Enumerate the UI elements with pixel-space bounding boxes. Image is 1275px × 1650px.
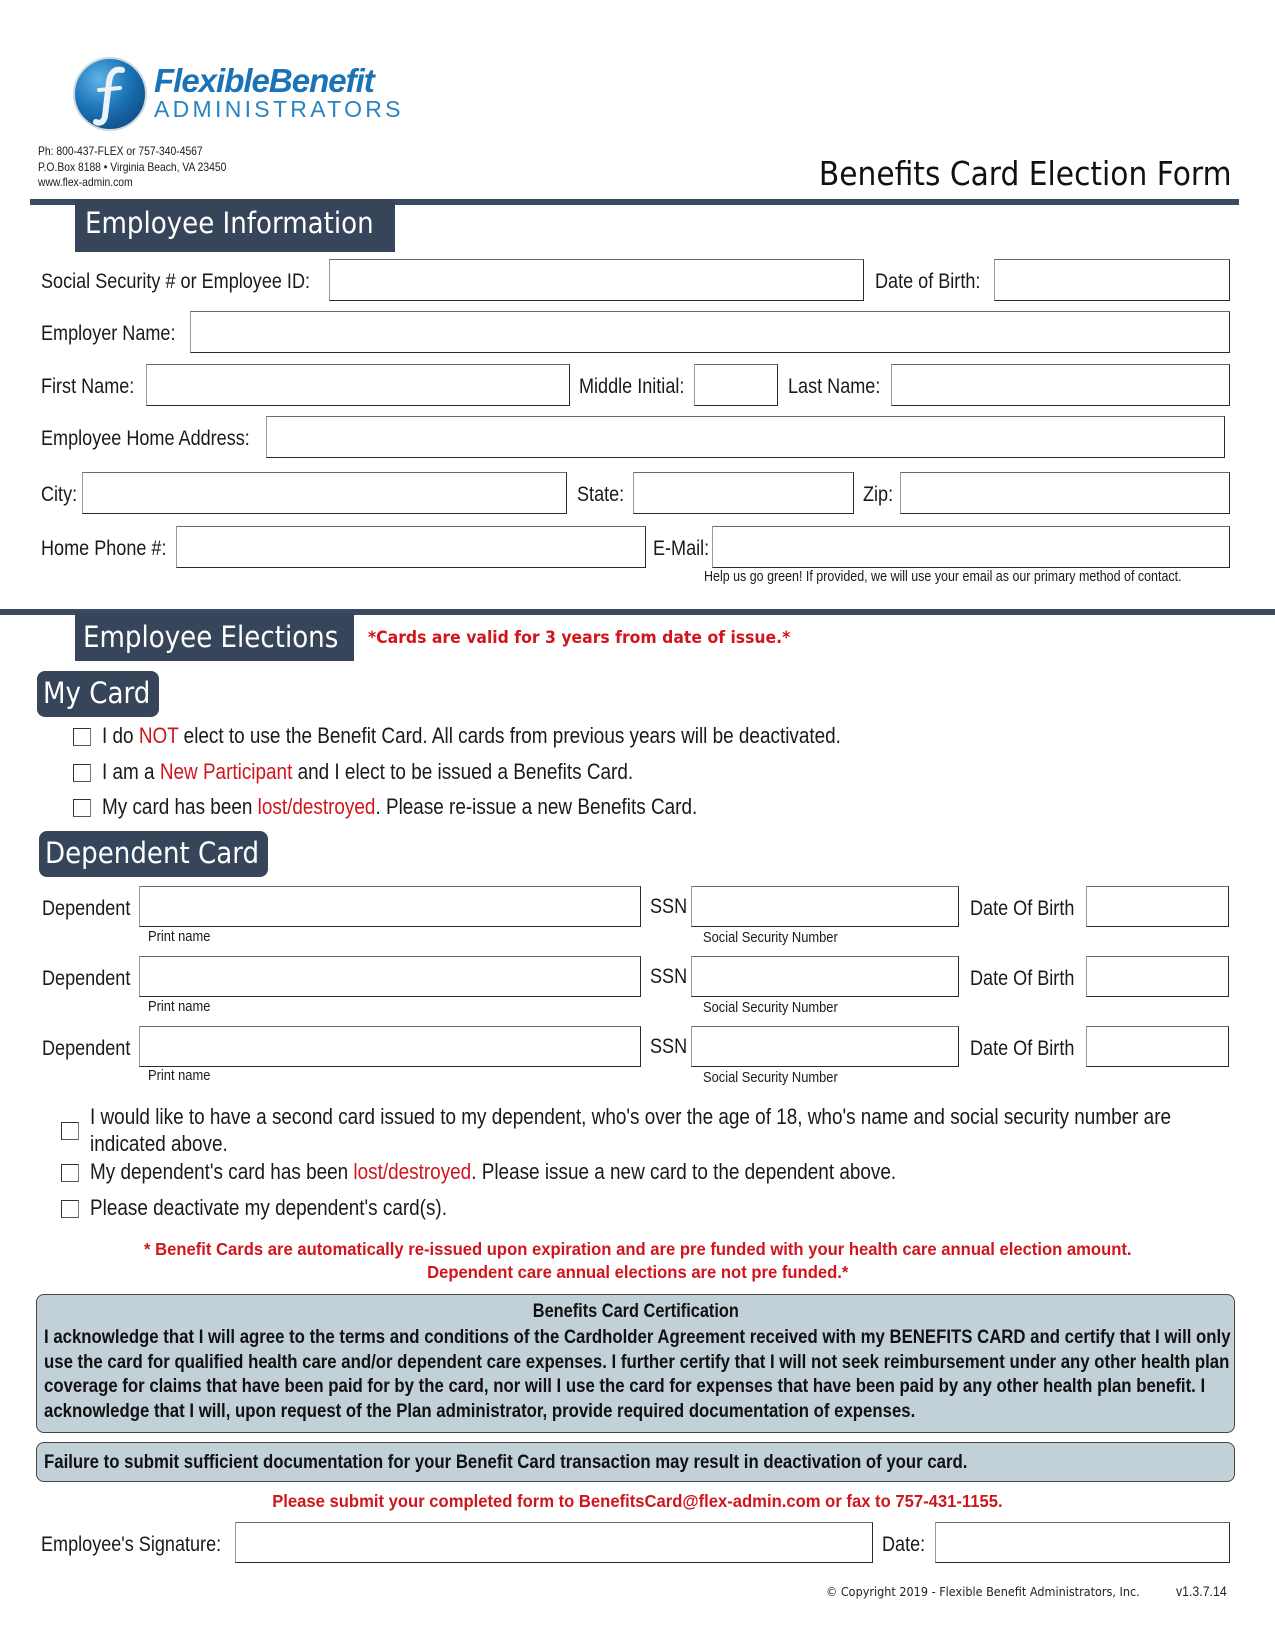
last-name-field[interactable] [891,364,1230,406]
state-input[interactable] [634,473,853,513]
dependent-label: Dependent [42,897,131,920]
submit-instructions: Please submit your completed form to BenefitsCard@flex-admin.com or fax to 757-431-1155. [272,1491,1003,1511]
signature-date-label: Date: [882,1533,926,1556]
signature-input[interactable] [236,1523,872,1562]
city-label: City: [41,483,78,506]
option-dependent-lost-text: My dependent's card has been lost/destroyed. Please issue a new card to the dependent above. [90,1159,897,1184]
dob-input[interactable] [995,260,1229,300]
dependent-name-field[interactable] [139,886,641,927]
zip-label: Zip: [863,483,894,506]
dob-label: Date Of Birth [970,1037,1075,1060]
logo-line2: ADMINISTRATORS [154,96,404,122]
highlight-lost-destroyed: lost/destroyed [353,1159,472,1184]
dependent-name-field[interactable] [139,956,641,997]
address-input[interactable] [267,417,1224,457]
contact-website: www.flex-admin.com [38,175,133,189]
option-second-card-text: I would like to have a second card issued to my dependent, who's over the age of 18, who's name and social security number are indicated above. [90,1104,1172,1156]
signature-field[interactable] [235,1522,873,1563]
checkbox-deactivate-dependent[interactable] [61,1200,79,1218]
section-header-employee-elections: Employee Elections [75,613,354,661]
middle-initial-input[interactable] [695,365,777,405]
phone-field[interactable] [176,526,646,568]
option-lost-destroyed-text: My card has been lost/destroyed. Please re-issue a new Benefits Card. [102,794,698,819]
highlight-lost-destroyed: lost/destroyed [257,794,376,819]
email-field[interactable] [712,526,1230,568]
option-new-participant-text: I am a New Participant and I elect to be issued a Benefits Card. [102,759,634,784]
signature-date-field[interactable] [935,1522,1230,1563]
email-label: E-Mail: [653,537,710,560]
dependent-dob-input[interactable] [1087,957,1228,996]
first-name-label: First Name: [41,375,135,398]
city-field[interactable] [82,472,567,514]
subsection-header-my-card: My Card [37,671,159,717]
print-name-hint: Print name [148,928,211,945]
dependent-name-input[interactable] [140,1027,640,1066]
employer-input[interactable] [191,312,1229,352]
dependent-name-input[interactable] [140,957,640,996]
dependent-ssn-input[interactable] [692,957,958,996]
card-validity-note: *Cards are valid for 3 years from date of issue.* [368,628,791,648]
employer-field[interactable] [190,311,1230,353]
dependent-ssn-field[interactable] [691,956,959,997]
address-label: Employee Home Address: [41,427,250,450]
dependent-ssn-field[interactable] [691,886,959,927]
company-logo [70,54,404,134]
contact-address: P.O.Box 8188 • Virginia Beach, VA 23450 [38,160,227,174]
logo-line1: FlexibleBenefit [154,62,374,99]
dependent-dob-field[interactable] [1086,886,1229,927]
checkbox-lost-destroyed[interactable] [73,799,91,817]
email-input[interactable] [713,527,1229,567]
dob-label: Date of Birth: [875,270,981,293]
last-name-input[interactable] [892,365,1229,405]
dob-label: Date Of Birth [970,897,1075,920]
subsection-header-dependent-card: Dependent Card [39,831,268,877]
phone-input[interactable] [177,527,645,567]
first-name-field[interactable] [146,364,570,406]
middle-initial-field[interactable] [694,364,778,406]
dob-label: Date Of Birth [970,967,1075,990]
state-label: State: [577,483,625,506]
ssn-label: SSN [650,965,688,988]
dependent-dob-input[interactable] [1087,1027,1228,1066]
print-name-hint: Print name [148,1067,211,1084]
checkbox-not-elect[interactable] [73,728,91,746]
last-name-label: Last Name: [788,375,881,398]
ssn-hint: Social Security Number [703,929,838,946]
ssn-input[interactable] [330,260,863,300]
address-field[interactable] [266,416,1225,458]
highlight-not: NOT [138,723,179,748]
ssn-field[interactable] [329,259,864,301]
section-header-employee-information: Employee Information [75,199,395,252]
failure-note-box [36,1442,1235,1482]
city-input[interactable] [83,473,566,513]
option-deactivate-dependent-text: Please deactivate my dependent's card(s). [90,1195,447,1220]
failure-note: Failure to submit sufficient documentation for your Benefit Card transaction may result in deactivation of your card. [44,1451,968,1473]
dependent-ssn-input[interactable] [692,1027,958,1066]
dependent-name-input[interactable] [140,887,640,926]
signature-label: Employee's Signature: [41,1533,222,1556]
ssn-label: Social Security # or Employee ID: [41,270,311,293]
zip-field[interactable] [900,472,1230,514]
ssn-hint: Social Security Number [703,1069,838,1086]
option-not-elect-text: I do NOT elect to use the Benefit Card. All cards from previous years will be deactivated. [102,723,841,748]
dependent-dob-input[interactable] [1087,887,1228,926]
checkbox-new-participant[interactable] [73,764,91,782]
ssn-label: SSN [650,895,688,918]
phone-label: Home Phone #: [41,537,167,560]
auto-reissue-note-line1: * Benefit Cards are automatically re-issued upon expiration and are pre funded with your health care annual election amount. [143,1239,1132,1259]
dependent-ssn-input[interactable] [692,887,958,926]
print-name-hint: Print name [148,998,211,1015]
first-name-input[interactable] [147,365,569,405]
dependent-dob-field[interactable] [1086,956,1229,997]
zip-input[interactable] [901,473,1229,513]
dependent-label: Dependent [42,1037,131,1060]
copyright: © Copyright 2019 - Flexible Benefit Administrators, Inc. [826,1584,1140,1599]
dob-field[interactable] [994,259,1230,301]
checkbox-second-card[interactable] [61,1122,79,1140]
certification-body: I acknowledge that I will agree to the terms and conditions of the Cardholder Agreement received with my BENEFITS CARD and certify that I will only use the card for qualified health care and/or dependent care expenses. I further certify that I will not seek reimbursement under any other health plan coverage for claims that have been paid for by the card, nor will I use the card for expenses that have been paid by any other health plan benefit. I acknowledge that I will, upon request of the Plan administrator, provide required documentation of expenses. [44,1326,1231,1422]
ssn-label: SSN [650,1035,688,1058]
state-field[interactable] [633,472,854,514]
email-help-text: Help us go green! If provided, we will use your email as our primary method of contact. [704,569,1182,585]
f-circle-logo-icon [72,56,148,132]
dependent-name-field[interactable] [139,1026,641,1067]
dependent-ssn-field[interactable] [691,1026,959,1067]
contact-phone: Ph: 800-437-FLEX or 757-340-4567 [38,144,203,158]
employer-label: Employer Name: [41,322,176,345]
checkbox-dependent-lost[interactable] [61,1164,79,1182]
certification-title: Benefits Card Certification [532,1301,739,1322]
signature-date-input[interactable] [936,1523,1229,1562]
auto-reissue-note-line2: Dependent care annual elections are not pre funded.* [426,1262,849,1282]
middle-initial-label: Middle Initial: [579,375,685,398]
highlight-new-participant: New Participant [159,759,293,784]
version: v1.3.7.14 [1176,1583,1227,1599]
dependent-dob-field[interactable] [1086,1026,1229,1067]
dependent-label: Dependent [42,967,131,990]
ssn-hint: Social Security Number [703,999,838,1016]
certification-box [36,1294,1235,1433]
page-title: Benefits Card Election Form [819,154,1232,193]
